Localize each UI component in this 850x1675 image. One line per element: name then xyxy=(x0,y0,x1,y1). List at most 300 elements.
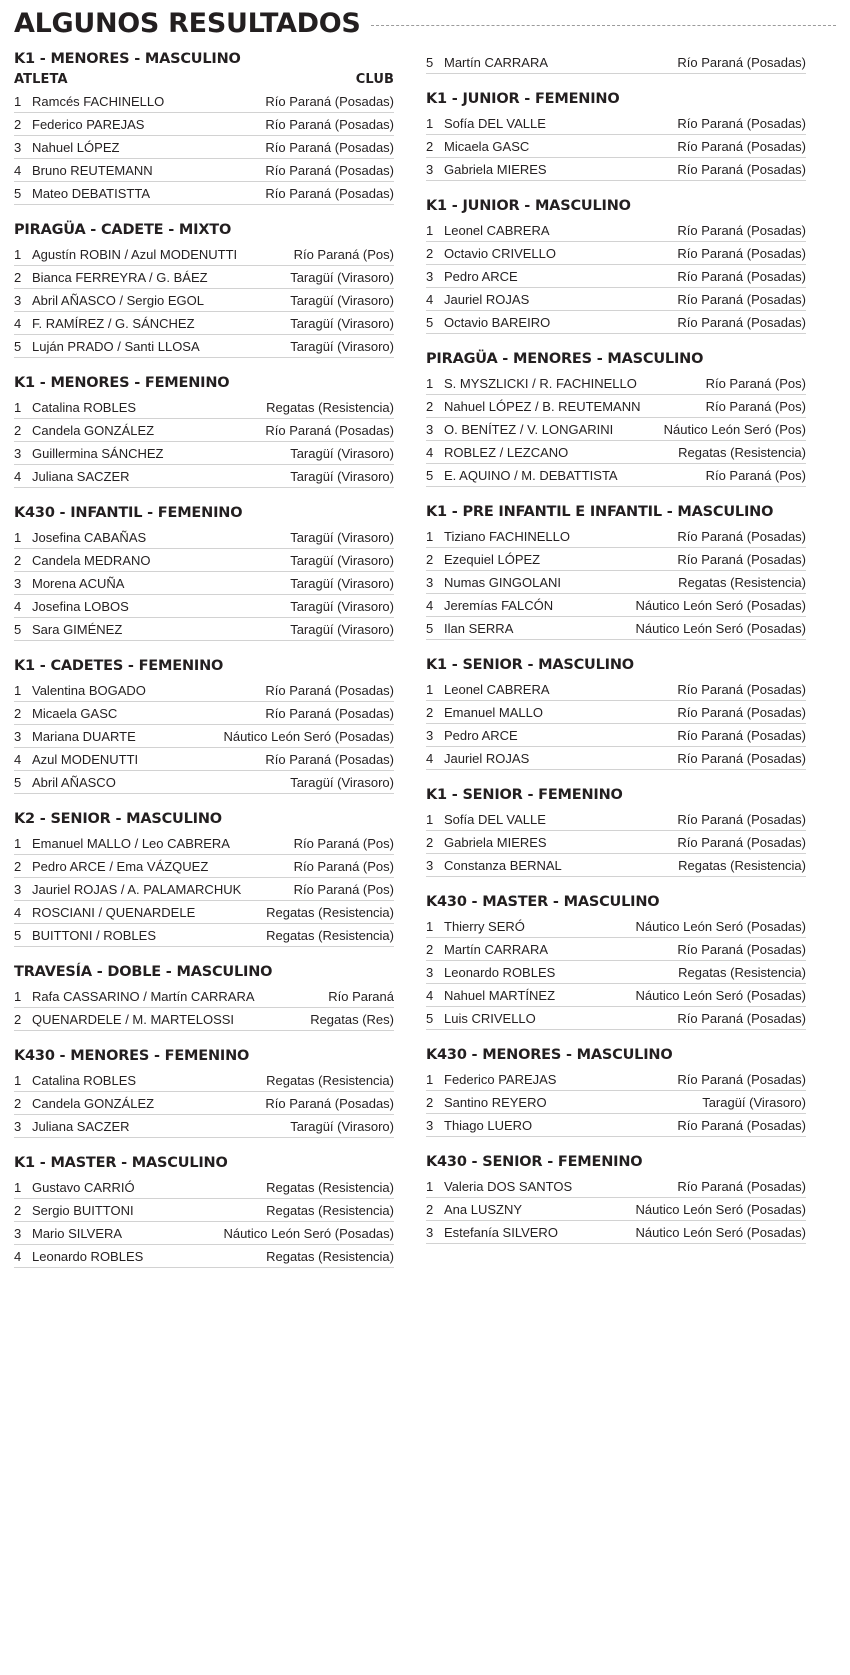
result-position: 5 xyxy=(426,54,434,70)
result-row xyxy=(426,441,806,464)
club-name: Taragüí (Virasoro) xyxy=(290,621,394,637)
result-position: 4 xyxy=(14,1248,22,1264)
athlete-name: Numas GINGOLANI xyxy=(444,574,562,590)
result-row xyxy=(426,1068,806,1091)
result-row xyxy=(426,701,806,724)
result-row xyxy=(426,984,806,1007)
result-position: 1 xyxy=(14,529,22,545)
result-row xyxy=(426,571,806,594)
result-position: 2 xyxy=(14,269,22,285)
result-row xyxy=(426,961,806,984)
result-position: 4 xyxy=(14,598,22,614)
athlete-name: Sergio BUITTONI xyxy=(32,1202,134,1218)
athlete-name: Ramcés FACHINELLO xyxy=(32,93,165,109)
block-title: K430 - SENIOR - FEMENINO xyxy=(426,1154,643,1170)
result-position: 2 xyxy=(426,398,434,414)
club-name: Taragüí (Virasoro) xyxy=(290,315,394,331)
athlete-name: Ana LUSZNY xyxy=(444,1201,523,1217)
result-row xyxy=(14,1222,394,1245)
club-name: Náutico León Seró (Posadas) xyxy=(635,1224,806,1240)
result-position: 3 xyxy=(426,727,434,743)
club-name: Náutico León Seró (Pos) xyxy=(663,421,806,437)
athlete-name: Candela GONZÁLEZ xyxy=(32,1095,155,1111)
result-position: 5 xyxy=(426,314,434,330)
block-title: K1 - MENORES - MASCULINO xyxy=(14,51,241,67)
athlete-name: Leonel CABRERA xyxy=(444,681,550,697)
club-name: Río Paraná (Posadas) xyxy=(677,268,806,284)
block-title: TRAVESÍA - DOBLE - MASCULINO xyxy=(14,964,273,980)
result-position: 2 xyxy=(426,245,434,261)
result-position: 4 xyxy=(14,751,22,767)
club-name: Río Paraná (Pos) xyxy=(293,246,394,262)
athlete-name: Jauriel ROJAS xyxy=(444,750,530,766)
result-position: 5 xyxy=(426,620,434,636)
athlete-name: Catalina ROBLES xyxy=(32,399,137,415)
club-name: Río Paraná (Posadas) xyxy=(677,727,806,743)
result-position: 1 xyxy=(426,375,434,391)
result-row xyxy=(14,465,394,488)
club-name: Río Paraná (Posadas) xyxy=(677,1071,806,1087)
club-name: Río Paraná (Posadas) xyxy=(677,551,806,567)
club-name: Taragüí (Virasoro) xyxy=(702,1094,806,1110)
result-block xyxy=(426,1154,806,1244)
result-block xyxy=(426,91,806,181)
club-name: Río Paraná (Posadas) xyxy=(677,138,806,154)
club-name: Río Paraná (Posadas) xyxy=(677,681,806,697)
result-row xyxy=(14,901,394,924)
athlete-name: Sofía DEL VALLE xyxy=(444,811,546,827)
club-name: Río Paraná (Posadas) xyxy=(677,291,806,307)
result-row xyxy=(426,915,806,938)
result-row xyxy=(14,113,394,136)
athlete-name: Octavio BAREIRO xyxy=(444,314,551,330)
athlete-name: Santino REYERO xyxy=(444,1094,547,1110)
result-row xyxy=(14,312,394,335)
athlete-name: Emanuel MALLO xyxy=(444,704,543,720)
club-name: Río Paraná xyxy=(328,988,394,1004)
club-name: Regatas (Resistencia) xyxy=(678,964,806,980)
athlete-name: Josefina CABAÑAS xyxy=(32,529,147,545)
result-position: 1 xyxy=(14,1072,22,1088)
athlete-name: Leonel CABRERA xyxy=(444,222,550,238)
club-name: Náutico León Seró (Posadas) xyxy=(635,620,806,636)
club-name: Río Paraná (Posadas) xyxy=(677,750,806,766)
result-row xyxy=(14,985,394,1008)
result-position: 3 xyxy=(426,857,434,873)
club-name: Taragüí (Virasoro) xyxy=(290,338,394,354)
block-title: K430 - MENORES - FEMENINO xyxy=(14,1048,250,1064)
result-row xyxy=(426,242,806,265)
club-name: Río Paraná (Pos) xyxy=(293,835,394,851)
result-row xyxy=(426,135,806,158)
result-row xyxy=(14,1199,394,1222)
club-name: Taragüí (Virasoro) xyxy=(290,529,394,545)
result-position: 2 xyxy=(14,1202,22,1218)
result-position: 1 xyxy=(14,93,22,109)
athlete-name: Mario SILVERA xyxy=(32,1225,123,1241)
result-row xyxy=(14,679,394,702)
athlete-name: Martín CARRARA xyxy=(444,941,549,957)
athlete-name: F. RAMÍREZ / G. SÁNCHEZ xyxy=(32,315,195,331)
result-position: 2 xyxy=(14,422,22,438)
result-position: 3 xyxy=(14,139,22,155)
result-position: 1 xyxy=(14,246,22,262)
club-name: Río Paraná (Posadas) xyxy=(265,162,394,178)
result-position: 4 xyxy=(14,904,22,920)
result-row xyxy=(14,549,394,572)
result-block xyxy=(14,811,394,947)
athlete-name: O. BENÍTEZ / V. LONGARINI xyxy=(444,421,614,437)
club-name: Taragüí (Virasoro) xyxy=(290,445,394,461)
result-position: 2 xyxy=(426,1201,434,1217)
result-row xyxy=(426,548,806,571)
club-name: Río Paraná (Pos) xyxy=(705,375,806,391)
result-position: 4 xyxy=(426,291,434,307)
result-row xyxy=(426,938,806,961)
club-name: Náutico León Seró (Posadas) xyxy=(635,987,806,1003)
club-name: Río Paraná (Posadas) xyxy=(677,834,806,850)
club-name: Regatas (Resistencia) xyxy=(266,399,394,415)
athlete-name: Nahuel LÓPEZ xyxy=(32,139,120,155)
club-name: Regatas (Resistencia) xyxy=(266,904,394,920)
club-name: Río Paraná (Posadas) xyxy=(677,704,806,720)
block-title: K2 - SENIOR - MASCULINO xyxy=(14,811,222,827)
club-name: Río Paraná (Posadas) xyxy=(265,422,394,438)
result-position: 1 xyxy=(426,1178,434,1194)
result-row xyxy=(14,182,394,205)
athlete-name: Luis CRIVELLO xyxy=(444,1010,536,1026)
result-row xyxy=(14,419,394,442)
result-position: 4 xyxy=(426,987,434,1003)
athlete-name: Bruno REUTEMANN xyxy=(32,162,153,178)
result-position: 1 xyxy=(426,811,434,827)
club-name: Regatas (Resistencia) xyxy=(266,1179,394,1195)
athlete-name: Sara GIMÉNEZ xyxy=(32,621,123,637)
athlete-name: Catalina ROBLES xyxy=(32,1072,137,1088)
result-row xyxy=(14,289,394,312)
club-name: Náutico León Seró (Posadas) xyxy=(635,918,806,934)
result-position: 4 xyxy=(14,468,22,484)
athlete-name: Jauriel ROJAS / A. PALAMARCHUK xyxy=(32,881,242,897)
club-name: Taragüí (Virasoro) xyxy=(290,774,394,790)
club-name: Río Paraná (Pos) xyxy=(293,858,394,874)
result-row xyxy=(14,924,394,947)
athlete-name: Mariana DUARTE xyxy=(32,728,136,744)
block-title: K430 - INFANTIL - FEMENINO xyxy=(14,505,243,521)
athlete-name: Rafa CASSARINO / Martín CARRARA xyxy=(32,988,255,1004)
result-row xyxy=(14,1245,394,1268)
result-row xyxy=(426,158,806,181)
result-row xyxy=(14,1008,394,1031)
club-name: Río Paraná (Posadas) xyxy=(677,54,806,70)
result-row xyxy=(426,747,806,770)
result-row xyxy=(426,219,806,242)
result-row xyxy=(14,748,394,771)
result-row xyxy=(426,1091,806,1114)
result-row xyxy=(14,771,394,794)
block-title: K1 - SENIOR - MASCULINO xyxy=(426,657,634,673)
result-row xyxy=(426,112,806,135)
athlete-name: Mateo DEBATISTTA xyxy=(32,185,150,201)
athlete-name: Abril AÑASCO / Sergio EGOL xyxy=(32,292,204,308)
result-position: 1 xyxy=(14,835,22,851)
athlete-name: Nahuel LÓPEZ / B. REUTEMANN xyxy=(444,398,641,414)
result-position: 2 xyxy=(426,834,434,850)
club-name: Taragüí (Virasoro) xyxy=(290,1118,394,1134)
result-position: 5 xyxy=(426,1010,434,1026)
result-row xyxy=(14,526,394,549)
club-name: Náutico León Seró (Posadas) xyxy=(223,1225,394,1241)
result-block xyxy=(426,51,806,74)
result-row xyxy=(14,702,394,725)
result-block xyxy=(426,657,806,770)
result-row xyxy=(426,1114,806,1137)
club-name: Río Paraná (Posadas) xyxy=(677,1117,806,1133)
club-name: Taragüí (Virasoro) xyxy=(290,269,394,285)
athlete-name: Micaela GASC xyxy=(32,705,118,721)
result-position: 3 xyxy=(426,1117,434,1133)
block-title: K430 - MENORES - MASCULINO xyxy=(426,1047,673,1063)
result-row xyxy=(14,1092,394,1115)
result-row xyxy=(14,396,394,419)
result-position: 2 xyxy=(426,941,434,957)
column-subheader xyxy=(14,72,394,90)
result-position: 2 xyxy=(426,704,434,720)
result-row xyxy=(426,395,806,418)
athlete-name: BUITTONI / ROBLES xyxy=(32,927,157,943)
result-row xyxy=(14,243,394,266)
result-row xyxy=(426,464,806,487)
block-title: PIRAGÜA - MENORES - MASCULINO xyxy=(426,351,704,367)
result-row xyxy=(426,265,806,288)
result-row xyxy=(14,725,394,748)
athlete-name: Gustavo CARRIÓ xyxy=(32,1179,135,1195)
result-block xyxy=(426,198,806,334)
athlete-name: Tiziano FACHINELLO xyxy=(444,528,570,544)
club-name: Río Paraná (Posadas) xyxy=(265,139,394,155)
result-row xyxy=(14,855,394,878)
result-position: 1 xyxy=(426,1071,434,1087)
club-name: Río Paraná (Pos) xyxy=(293,881,394,897)
athlete-name: Juliana SACZER xyxy=(32,468,130,484)
club-name: Taragüí (Virasoro) xyxy=(290,575,394,591)
result-position: 1 xyxy=(14,399,22,415)
result-block xyxy=(14,375,394,488)
result-row xyxy=(14,335,394,358)
result-position: 2 xyxy=(14,1011,22,1027)
result-position: 5 xyxy=(14,621,22,637)
result-position: 3 xyxy=(14,445,22,461)
result-row xyxy=(14,266,394,289)
athlete-name: Ezequiel LÓPEZ xyxy=(444,551,541,567)
club-name: Náutico León Seró (Posadas) xyxy=(635,597,806,613)
club-name: Río Paraná (Posadas) xyxy=(677,314,806,330)
athlete-name: Jeremías FALCÓN xyxy=(444,597,554,613)
athlete-name: ROBLEZ / LEZCANO xyxy=(444,444,569,460)
result-row xyxy=(426,288,806,311)
athlete-name: S. MYSZLICKI / R. FACHINELLO xyxy=(444,375,637,391)
result-row xyxy=(426,724,806,747)
result-row xyxy=(14,1115,394,1138)
result-row xyxy=(426,372,806,395)
athlete-name: Emanuel MALLO / Leo CABRERA xyxy=(32,835,230,851)
athlete-name: Leonardo ROBLES xyxy=(444,964,556,980)
result-position: 1 xyxy=(426,528,434,544)
club-name: Río Paraná (Posadas) xyxy=(677,115,806,131)
club-name: Río Paraná (Pos) xyxy=(705,398,806,414)
athlete-name: Abril AÑASCO xyxy=(32,774,116,790)
club-name: Río Paraná (Posadas) xyxy=(677,811,806,827)
result-position: 3 xyxy=(14,728,22,744)
athlete-name: Leonardo ROBLES xyxy=(32,1248,144,1264)
result-row xyxy=(426,525,806,548)
athlete-name: Gabriela MIERES xyxy=(444,161,547,177)
athlete-name: Jauriel ROJAS xyxy=(444,291,530,307)
club-name: Náutico León Seró (Posadas) xyxy=(223,728,394,744)
result-row xyxy=(426,1198,806,1221)
athlete-name: Valeria DOS SANTOS xyxy=(444,1178,573,1194)
result-position: 5 xyxy=(14,185,22,201)
result-position: 3 xyxy=(14,1118,22,1134)
result-block xyxy=(426,351,806,487)
result-position: 2 xyxy=(14,858,22,874)
result-position: 5 xyxy=(14,338,22,354)
athlete-name: Valentina BOGADO xyxy=(32,682,146,698)
result-position: 1 xyxy=(14,988,22,1004)
result-row xyxy=(14,595,394,618)
athlete-name: Sofía DEL VALLE xyxy=(444,115,546,131)
result-position: 4 xyxy=(426,750,434,766)
athlete-name: Pedro ARCE xyxy=(444,727,518,743)
result-block xyxy=(426,894,806,1030)
result-block xyxy=(14,51,394,205)
result-block xyxy=(14,658,394,794)
result-row xyxy=(14,1069,394,1092)
result-position: 3 xyxy=(426,421,434,437)
athlete-name: Guillermina SÁNCHEZ xyxy=(32,445,164,461)
club-name: Regatas (Resistencia) xyxy=(266,927,394,943)
result-row xyxy=(426,808,806,831)
athlete-name: Federico PAREJAS xyxy=(32,116,145,132)
club-name: Río Paraná (Posadas) xyxy=(265,93,394,109)
result-row xyxy=(14,442,394,465)
result-row xyxy=(14,878,394,901)
athlete-name: Agustín ROBIN / Azul MODENUTTI xyxy=(32,246,238,262)
athlete-name: Azul MODENUTTI xyxy=(32,751,139,767)
result-position: 3 xyxy=(426,268,434,284)
result-position: 3 xyxy=(426,574,434,590)
result-position: 5 xyxy=(14,774,22,790)
club-name: Río Paraná (Posadas) xyxy=(677,1010,806,1026)
result-row xyxy=(426,51,806,74)
result-position: 2 xyxy=(14,552,22,568)
athlete-name: Juliana SACZER xyxy=(32,1118,130,1134)
club-name: Regatas (Resistencia) xyxy=(678,574,806,590)
club-name: Río Paraná (Posadas) xyxy=(265,1095,394,1111)
club-name: Río Paraná (Posadas) xyxy=(677,222,806,238)
result-row xyxy=(426,678,806,701)
athlete-name: Martín CARRARA xyxy=(444,54,549,70)
club-name: Río Paraná (Posadas) xyxy=(265,116,394,132)
club-name: Regatas (Res) xyxy=(310,1011,394,1027)
result-block xyxy=(14,1155,394,1268)
results-columns xyxy=(14,51,836,1285)
result-position: 3 xyxy=(14,292,22,308)
athlete-name: Gabriela MIERES xyxy=(444,834,547,850)
result-row xyxy=(426,831,806,854)
result-row xyxy=(426,594,806,617)
athlete-name: Thiago LUERO xyxy=(444,1117,533,1133)
club-name: Regatas (Resistencia) xyxy=(678,444,806,460)
result-row xyxy=(426,1221,806,1244)
athlete-name: Micaela GASC xyxy=(444,138,530,154)
result-position: 1 xyxy=(426,918,434,934)
club-name: Taragüí (Virasoro) xyxy=(290,552,394,568)
result-position: 3 xyxy=(426,964,434,980)
athlete-name: Constanza BERNAL xyxy=(444,857,562,873)
result-row xyxy=(426,1175,806,1198)
result-row xyxy=(14,1176,394,1199)
result-block xyxy=(14,1048,394,1138)
left-column xyxy=(14,51,394,1285)
result-row xyxy=(14,572,394,595)
athlete-name: Federico PAREJAS xyxy=(444,1071,557,1087)
result-position: 1 xyxy=(426,115,434,131)
block-title: K1 - JUNIOR - MASCULINO xyxy=(426,198,631,214)
block-title: K1 - MASTER - MASCULINO xyxy=(14,1155,228,1171)
result-block xyxy=(426,1047,806,1137)
block-title: K1 - CADETES - FEMENINO xyxy=(14,658,224,674)
athlete-name: QUENARDELE / M. MARTELOSSI xyxy=(32,1011,235,1027)
result-row xyxy=(426,1007,806,1030)
club-name: Río Paraná (Posadas) xyxy=(265,705,394,721)
result-block xyxy=(14,505,394,641)
club-header: CLUB xyxy=(355,72,394,87)
result-position: 4 xyxy=(14,162,22,178)
club-name: Taragüí (Virasoro) xyxy=(290,292,394,308)
result-position: 1 xyxy=(14,682,22,698)
block-title: K1 - PRE INFANTIL E INFANTIL - MASCULINO xyxy=(426,504,774,520)
result-row xyxy=(14,90,394,113)
result-position: 3 xyxy=(426,161,434,177)
result-position: 2 xyxy=(426,551,434,567)
block-title: K1 - JUNIOR - FEMENINO xyxy=(426,91,620,107)
club-name: Regatas (Resistencia) xyxy=(266,1072,394,1088)
result-position: 2 xyxy=(426,138,434,154)
result-position: 3 xyxy=(14,881,22,897)
result-block xyxy=(14,964,394,1031)
header-divider xyxy=(371,25,836,26)
athlete-name: Josefina LOBOS xyxy=(32,598,129,614)
result-block xyxy=(14,222,394,358)
athlete-name: Pedro ARCE / Ema VÁZQUEZ xyxy=(32,858,209,874)
result-position: 5 xyxy=(14,927,22,943)
club-name: Río Paraná (Posadas) xyxy=(677,941,806,957)
result-position: 2 xyxy=(14,116,22,132)
result-position: 5 xyxy=(426,467,434,483)
club-name: Taragüí (Virasoro) xyxy=(290,468,394,484)
result-position: 1 xyxy=(14,1179,22,1195)
result-position: 3 xyxy=(426,1224,434,1240)
club-name: Regatas (Resistencia) xyxy=(266,1248,394,1264)
result-position: 4 xyxy=(426,597,434,613)
club-name: Río Paraná (Posadas) xyxy=(265,682,394,698)
result-row xyxy=(426,311,806,334)
club-name: Río Paraná (Posadas) xyxy=(677,161,806,177)
result-position: 3 xyxy=(14,575,22,591)
athlete-name: Bianca FERREYRA / G. BÁEZ xyxy=(32,269,208,285)
block-title: K430 - MASTER - MASCULINO xyxy=(426,894,660,910)
